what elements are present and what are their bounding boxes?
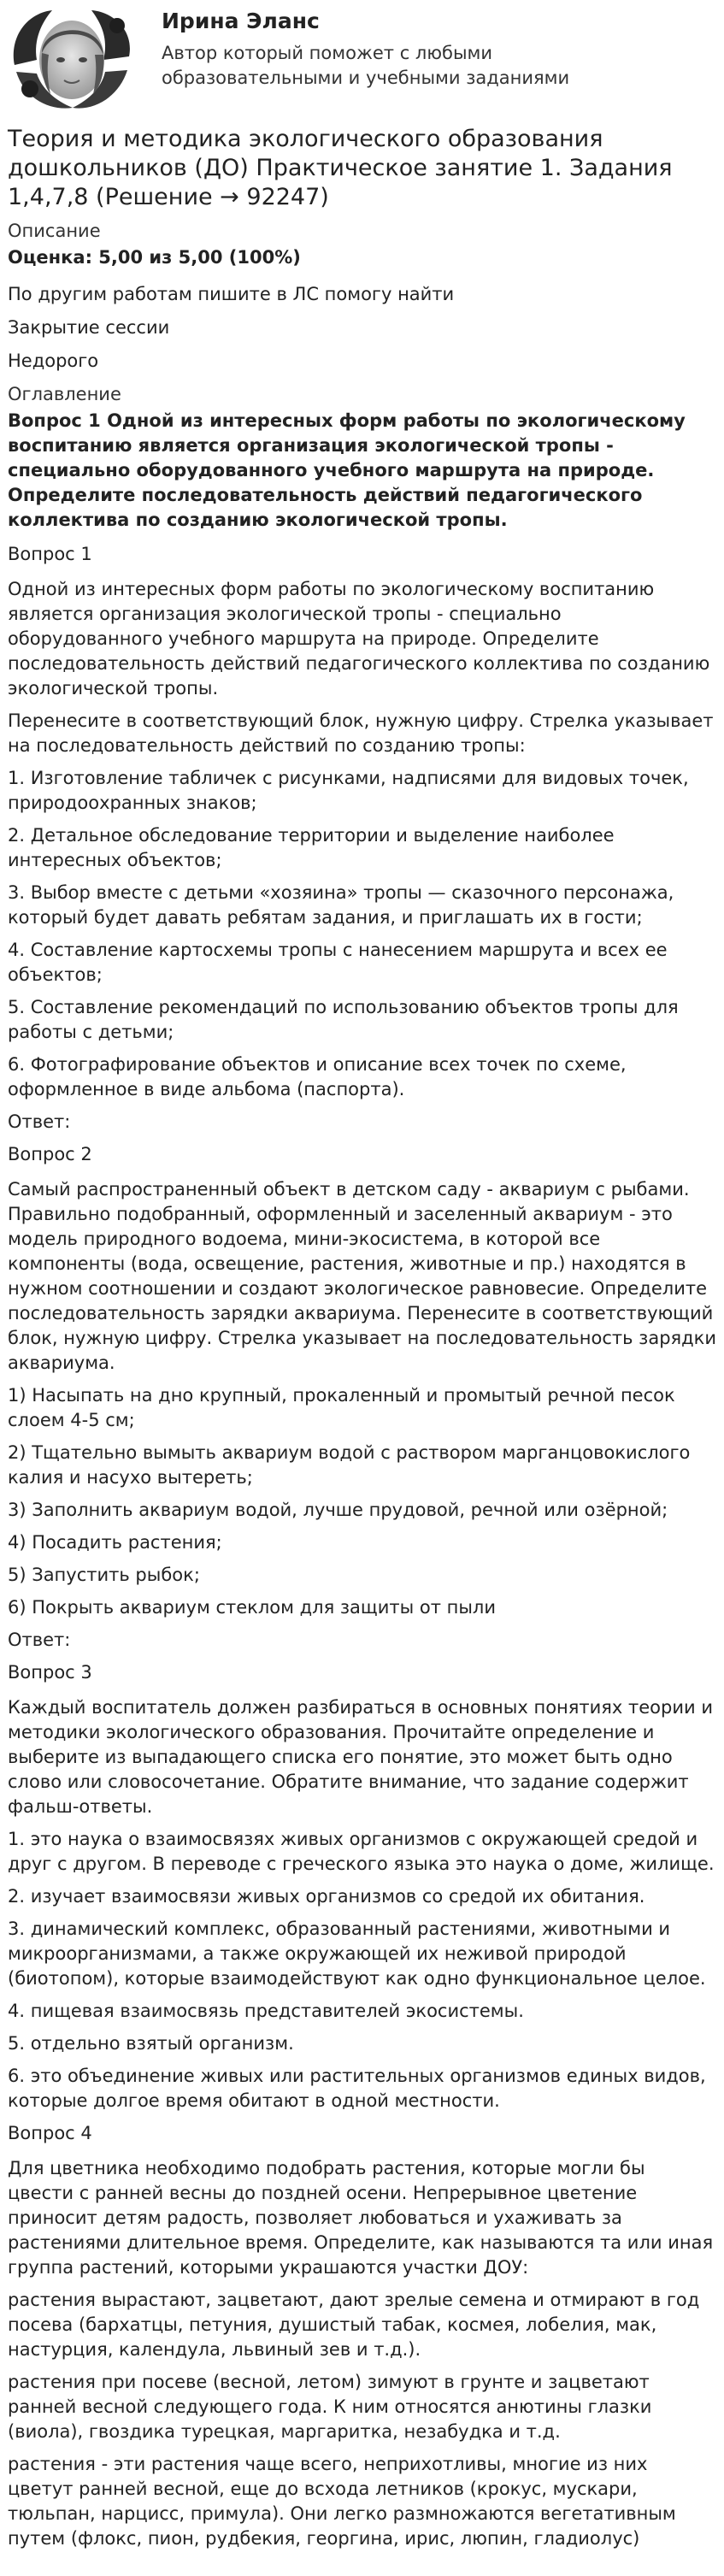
author-info xyxy=(162,5,674,91)
question-3-item: 5. отдельно взятый организм. xyxy=(8,2033,294,2054)
question-2-answer-label: Ответ: xyxy=(8,1630,71,1650)
question-1-item: 1. Изготовление табличек с рисунками, надписями для видовых точек, природоохранных знаков; xyxy=(8,768,689,813)
question-3-text: Каждый воспитатель должен разбираться в основных понятиях теории и методики экологического образования. Прочитайте определение и выберите из выпадающего списка его понятие, это может быть одно слово или словосочетание. Обратите внимание, что задание содержит фальш-ответы. xyxy=(8,1697,713,1817)
note-contact: По другим работам пишите в ЛС помогу найти xyxy=(8,284,455,304)
question-2-item: 1) Насыпать на дно крупный, прокаленный и промытый речной песок слоем 4-5 см; xyxy=(8,1385,675,1430)
question-3-label: Вопрос 3 xyxy=(8,1662,92,1683)
question-2-text: Самый распространенный объект в детском саду - аквариум с рыбами. Правильно подобранный, оформленный и заселенный аквариум - это модель природного водоема, мини-экосистема, в которой все компоненты (вода, освещение, растения, животные и пр.) находятся в нужном соотношении и создают экологическое равновесие. Определите последовательность зарядки аквариума. Перенесите в соответствующий блок, нужную цифру. Стрелка указывает на последовательность зарядки аквариума. xyxy=(8,1179,717,1373)
question-1-instruction: Перенесите в соответствующий блок, нужную цифру. Стрелка указывает на последовательность действий по созданию тропы: xyxy=(8,710,714,756)
question-4-item: растения вырастают, зацветают, дают зрелые семена и отмирают в год посева (бархатцы, петуния, душистый табак, космея, лобелия, мак, настурция, календула, львиный зев и т.д.). xyxy=(8,2290,700,2360)
note-price: Недорого xyxy=(8,351,99,371)
question-4-text: Для цветника необходимо подобрать растения, которые могли бы цвести с ранней весны до поздней осени. Непрерывное цветение приносит детям радость, позволяет любоваться и ухаживать за растениями длительное время. Определите, как называются та или иная группа растений, которыми украшаются участки ДОУ: xyxy=(8,2158,714,2278)
question-1-item: 6. Фотографирование объектов и описание всех точек по схеме, оформленное в виде альбома (паспорта). xyxy=(8,1054,627,1099)
author-description: Автор который поможет с любыми образовательными и учебными заданиями xyxy=(162,43,570,88)
question-4-item: растения - эти растения чаще всего, неприхотливы, многие из них цветут ранней весной, еще до всхода летников (крокус, мускари, тюльпан, нарцисс, примула). Они легко размножаются вегетативным путем (флокс, пион, рудбекия, георгина, ирис, люпин, гладиолус) xyxy=(8,2454,676,2549)
work-title: Теория и методика экологического образования дошкольников (ДО) Практическое занятие 1. Задания 1,4,7,8 (Решение → 92247) xyxy=(8,126,673,210)
question-3-item: 1. это наука о взаимосвязях живых организмов с окружающей средой и друг с другом. В переводе с греческого языка это наука о доме, жилище. xyxy=(8,1829,715,1874)
avatar[interactable] xyxy=(8,5,136,113)
author-header xyxy=(8,0,716,113)
question-1-item: 2. Детальное обследование территории и выделение наиболее интересных объектов; xyxy=(8,825,615,870)
question-2-item: 3) Заполнить аквариум водой, лучше прудовой, речной или озёрной; xyxy=(8,1500,668,1520)
avatar-image xyxy=(8,5,136,113)
toc-label: Оглавление xyxy=(8,384,121,404)
question-4-item: растения при посеве (весной, летом) зимуют в грунте и зацветают ранней весной следующего года. К ним относятся анютины глазки (виола), гвоздика турецкая, маргаритка, незабудка и т.д. xyxy=(8,2372,652,2442)
question-2-item: 2) Тщательно вымыть аквариум водой с раствором марганцовокислого калия и насухо вытереть; xyxy=(8,1442,691,1488)
question-1-item: 4. Составление картосхемы тропы с нанесением маршрута и всех ее объектов; xyxy=(8,940,668,985)
author-name[interactable]: Ирина Эланс xyxy=(162,9,320,33)
question-2-label: Вопрос 2 xyxy=(8,1144,92,1164)
question-4-label: Вопрос 4 xyxy=(8,2123,92,2143)
toc-question-1-heading: Вопрос 1 Одной из интересных форм работы по экологическому воспитанию является организация экологической тропы - специально оборудованного учебного маршрута на природе. Определите последовательность действий педагогического коллектива по созданию экологической тропы. xyxy=(8,410,686,530)
question-3-item: 3. динамический комплекс, образованный растениями, животными и микроорганизмами, а также окружающей их неживой природой (биотопом), которые взаимодействуют как одно функциональное целое. xyxy=(8,1919,706,1989)
question-2-item: 6) Покрыть аквариум стеклом для защиты от пыли xyxy=(8,1597,496,1618)
question-1-label: Вопрос 1 xyxy=(8,544,92,564)
question-1-answer-label: Ответ: xyxy=(8,1111,71,1132)
question-1-text: Одной из интересных форм работы по экологическому воспитанию является организация экологической тропы - специально оборудованного учебного маршрута на природе. Определите последовательность действий педагогического коллектива по созданию экологической тропы. xyxy=(8,579,710,699)
question-3-item: 6. это объединение живых или растительных организмов единых видов, которые долгое время обитают в одной местности. xyxy=(8,2066,706,2111)
question-2-item: 4) Посадить растения; xyxy=(8,1532,222,1553)
question-3-item: 2. изучает взаимосвязи живых организмов со средой их обитания. xyxy=(8,1886,645,1907)
question-3-item: 4. пищевая взаимосвязь представителей экосистемы. xyxy=(8,2001,524,2021)
note-session: Закрытие сессии xyxy=(8,317,170,338)
question-1-item: 3. Выбор вместе с детьми «хозяина» тропы — сказочного персонажа, который будет давать ребятам задания, и приглашать их в гости; xyxy=(8,882,674,928)
description-label: Описание xyxy=(8,221,101,241)
question-2-item: 5) Запустить рыбок; xyxy=(8,1565,200,1585)
question-1-item: 5. Составление рекомендаций по использованию объектов тропы для работы с детьми; xyxy=(8,997,679,1042)
grade: Оценка: 5,00 из 5,00 (100%) xyxy=(8,247,301,268)
